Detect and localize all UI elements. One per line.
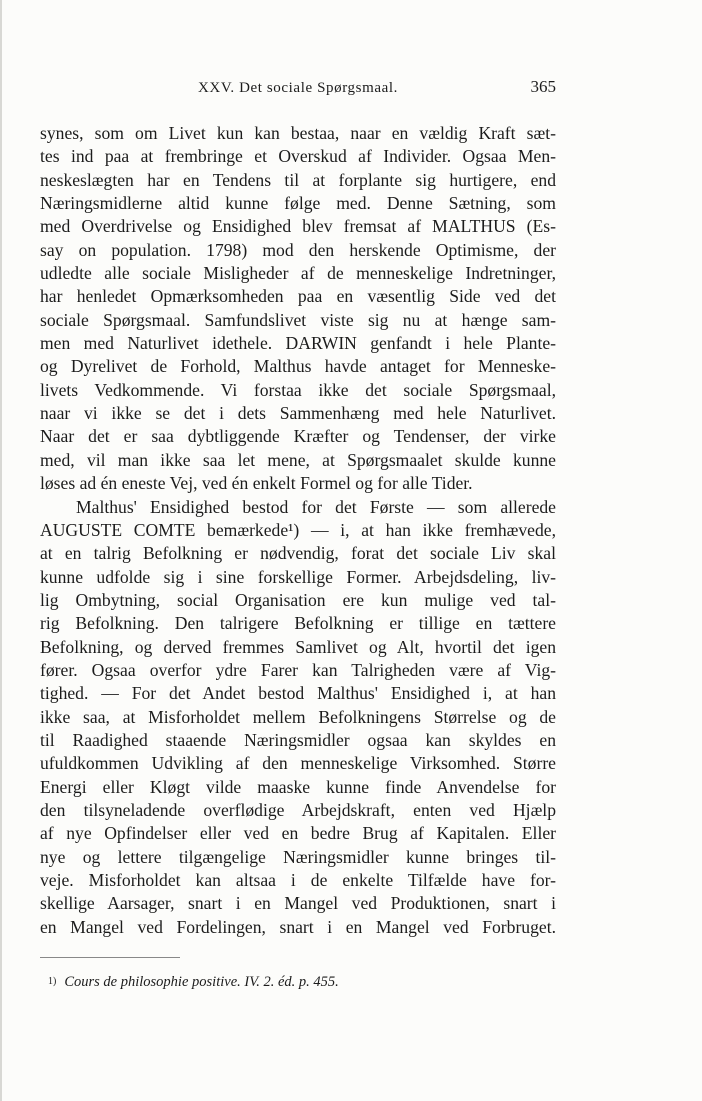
text-line: naar vi ikke se det i dets Sammenhæng med hele Naturlivet. <box>40 403 556 424</box>
text-line: udledte alle sociale Misligheder af de menneskelige Indretninger, <box>40 263 556 284</box>
footnote-text: Cours de philosophie positive. IV. 2. éd. p. 455. <box>64 974 339 990</box>
text-line: Malthus' Ensidighed bestod for det Første — som allerede <box>76 496 556 517</box>
text-line: ikke saa, at Misforholdet mellem Befolkningens Størrelse og de <box>40 706 556 727</box>
text-line: af nye Opfindelser eller ved en bedre Brug af Kapitalen. Eller <box>40 823 556 844</box>
text-line: livets Vedkommende. Vi forstaa ikke det sociale Spørgsmaal, <box>40 379 556 400</box>
text-line: rig Befolkning. Den talrigere Befolkning er tillige en tættere <box>40 613 556 634</box>
body-text <box>40 122 556 939</box>
text-line: med, vil man ikke saa let mene, at Spørgsmaalet skulde kunne <box>40 449 556 470</box>
text-line: neskeslægten har en Tendens til at forplante sig hurtigere, end <box>40 169 556 190</box>
text-line: nye og lettere tilgængelige Næringsmidler kunne bringes til- <box>40 846 556 867</box>
text-line: veje. Misforholdet kan altsaa i de enkelte Tilfælde have for- <box>40 870 556 890</box>
footnote <box>48 973 548 991</box>
text-line: fører. Ogsaa overfor ydre Farer kan Talrigheden være af Vig- <box>40 659 556 680</box>
text-line: ufuldkommen Udvikling af den menneskelige Virksomhed. Større <box>40 753 556 774</box>
text-line: kunne udfolde sig i sine forskellige Former. Arbejdsdeling, liv- <box>40 566 556 587</box>
page-number: 365 <box>530 77 556 96</box>
text-line: say on population. 1798) mod den herskende Optimisme, der <box>40 239 556 260</box>
text-line: AUGUSTE COMTE bemærkede¹) — i, at han ikke fremhævede, <box>40 519 556 540</box>
text-line: Energi eller Kløgt vilde maaske kunne finde Anvendelse for <box>40 776 556 797</box>
text-line: men med Naturlivet idethele. DARWIN genfandt i hele Plante- <box>40 333 556 354</box>
text-line: til Raadighed staaende Næringsmidler ogsaa kan skyldes en <box>40 729 556 750</box>
text-line: Næringsmidlerne altid kunne følge med. Denne Sætning, som <box>40 193 556 214</box>
text-line: at en talrig Befolkning er nødvendig, forat det sociale Liv skal <box>40 543 556 564</box>
text-line: den tilsyneladende overflødige Arbejdskraft, enten ved Hjælp <box>40 799 556 820</box>
text-line: tes ind paa at frembringe et Overskud af Individer. Ogsaa Men- <box>40 146 556 167</box>
text-line: har henledet Opmærksomheden paa en væsentlig Side ved det <box>40 286 556 307</box>
running-title: XXV. Det sociale Spørgsmaal. <box>198 80 398 96</box>
text-line: tighed. — For det Andet bestod Malthus' Ensidighed i, at han <box>40 683 556 704</box>
text-line: løses ad én eneste Vej, ved én enkelt Formel og for alle Tider. <box>40 473 473 494</box>
footnote-rule <box>40 957 180 958</box>
text-line: Naar det er saa dybtliggende Kræfter og Tendenser, der virke <box>40 426 556 447</box>
text-line: sociale Spørgsmaal. Samfundslivet viste sig nu at hænge sam- <box>40 309 556 330</box>
text-line: Befolkning, og derved fremmes Samlivet og Alt, hvortil det igen <box>40 636 556 657</box>
text-line: en Mangel ved Fordelingen, snart i en Mangel ved Forbruget. <box>40 916 556 937</box>
text-line: med Overdrivelse og Ensidighed blev fremsat af MALTHUS (Es- <box>40 216 556 237</box>
text-line: skellige Aarsager, snart i en Mangel ved Produktionen, snart i <box>40 893 556 914</box>
text-line: lig Ombytning, social Organisation ere kun mulige ved tal- <box>40 589 556 610</box>
text-line: og Dyrelivet de Forhold, Malthus havde antaget for Menneske- <box>40 356 556 377</box>
text-line: synes, som om Livet kun kan bestaa, naar en vældig Kraft sæt- <box>40 123 556 143</box>
running-head <box>40 77 556 102</box>
footnote-mark: 1) <box>48 976 57 987</box>
